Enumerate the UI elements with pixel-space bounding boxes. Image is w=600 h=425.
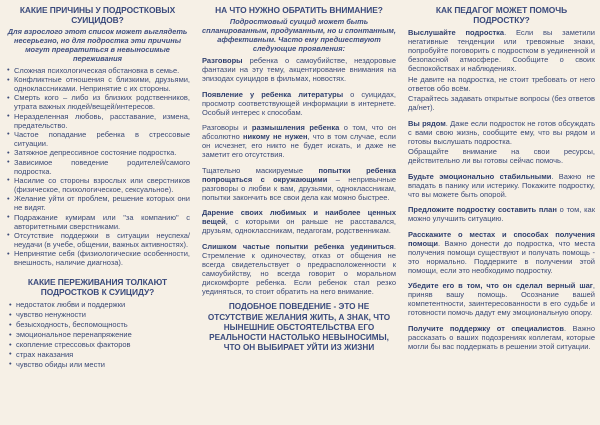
advice-paragraph bbox=[408, 281, 595, 317]
list-item: • чувство обиды или мести bbox=[5, 360, 190, 370]
advice-rest: , приняв вашу помощь. Осознание вашей компетентности, заинтересованности в его судьбе и готовности помочь дадут ему эмоциональную опору. bbox=[408, 281, 595, 318]
advice-lead: Выслушайте подростка bbox=[408, 28, 505, 38]
list-item: • Конфликтные отношения с близкими, друзьями, одноклассниками. Непринятие с их стороны. bbox=[5, 76, 190, 94]
column-causes bbox=[0, 3, 196, 425]
list-item: • Насилие со стороны взрослых или сверстников (физическое, психологическое, сексуальное). bbox=[5, 177, 190, 195]
list-item: • Смерть кого – либо из близких родственников, утрата важных людей/вещей/интересов. bbox=[5, 94, 190, 112]
advice-plain: Обращайте внимание на свои ресурсы, действительно ли вы готовы сейчас помочь. bbox=[408, 147, 595, 166]
list-item: • страх наказания bbox=[5, 350, 190, 360]
list-item: • Непринятие себя (физиологические особенности, внешность, наличие диагноза). bbox=[5, 250, 190, 268]
list-item: • Неразделенная любовь, расставание, измена, предательство. bbox=[5, 113, 190, 131]
sign-paragraph bbox=[202, 56, 396, 83]
column2-intro: Подростковый суицид может быть спланированным, продуманным, но и спонтанным, аффективным. Часто ему предшествуют следующие проявления: bbox=[202, 17, 396, 53]
column3-title: КАК ПЕДАГОГ МОЖЕТ ПОМОЧЬ ПОДРОСТКУ? bbox=[435, 5, 568, 26]
list-item: • Зависимое поведение родителей/самого подростка. bbox=[5, 159, 190, 177]
advice-paragraph bbox=[408, 205, 595, 223]
callout-message: ПОДОБНОЕ ПОВЕДЕНИЕ - ЭТО НЕ ОТСУТСТВИЕ ЖЕЛАНИЯ ЖИТЬ, А ЗНАК, ЧТО НЫНЕШНИЕ ОБСТОЯТЕЛЬСТВА ЕГО РЕАЛЬНОСТИ НАСТОЛЬКО НЕВЫНОСИМЫ, ЧТО ОН ВЫБИРАЕТ УЙТИ ИЗ ЖИЗНИ bbox=[207, 302, 391, 353]
sign-paragraph bbox=[202, 90, 396, 117]
list-item: • Желание уйти от проблем, решение которых они не видят. bbox=[5, 195, 190, 213]
sign-lead: Разговоры bbox=[202, 56, 243, 66]
advice-paragraph bbox=[408, 28, 595, 73]
list-item: • Сложная психологическая обстановка в семье. bbox=[5, 67, 190, 76]
column-teacher-help bbox=[402, 3, 600, 425]
advice-rest: . Важно не впадать в панику или истерику. Покажите подростку, что вы можете быть опорой. bbox=[408, 171, 595, 199]
advice-lead: Расскажите о местах и способах получения помощи bbox=[408, 229, 595, 248]
sign-paragraph bbox=[202, 208, 396, 235]
advice-lead: Получите поддержку от специалистов bbox=[408, 323, 564, 333]
sign-lead: попытки ребенка попрощаться с окружающими bbox=[202, 165, 396, 184]
sign-pre: Тщательно маскируемые bbox=[202, 165, 319, 175]
sign-rest: , что в том случае, если он исчезнет, его никто не будет искать, и даже не заметит его отсутствия. bbox=[202, 132, 396, 160]
list-item: • чувство ненужности bbox=[5, 310, 190, 320]
causes-list bbox=[5, 67, 190, 268]
sign-paragraph bbox=[202, 166, 396, 202]
column1-title: КАКИЕ ПРИЧИНЫ У ПОДРОСТКОВЫХ СУИЦИДОВ? bbox=[19, 5, 176, 26]
advice-paragraph bbox=[408, 94, 595, 112]
sign-paragraph bbox=[202, 242, 396, 296]
advice-paragraph bbox=[408, 230, 595, 275]
list-item: • Затяжное депрессивное состояние подростка. bbox=[5, 149, 190, 158]
list-item: • скопление стрессовых факторов bbox=[5, 340, 190, 350]
sign-lead-alt: никому не нужен bbox=[242, 132, 308, 142]
sign-rest: ребенка о самоубийстве, нездоровые фантазии на эту тему, акцентирование внимания на эпизодах суицидов в фильмах, новостях. bbox=[202, 56, 396, 84]
advice-paragraph bbox=[408, 324, 595, 351]
sign-lead: Слишком частые попытки ребенка уединиться bbox=[202, 241, 394, 251]
advice-paragraph bbox=[408, 75, 595, 93]
list-item: • Частое попадание ребенка в стрессовые ситуации. bbox=[5, 131, 190, 149]
advice-paragraph bbox=[408, 172, 595, 199]
list-item: • недостаток любви и поддержки bbox=[5, 300, 190, 310]
advice-rest: . Если вы заметили негативные тенденции или тревожные знаки, попробуйте поговорить с подростком в уединенной и безопасной атмосфере. Сообщите о своих беспокойствах и наблюдениях. bbox=[408, 28, 595, 74]
list-item: • Подражание кумирам или "за компанию" с авторитетными сверстниками. bbox=[5, 214, 190, 232]
advice-paragraph bbox=[408, 147, 595, 165]
sign-pre: Разговоры и bbox=[202, 123, 252, 133]
advice-rest: о том, как можно улучшить ситуацию. bbox=[408, 205, 595, 224]
advice-paragraph bbox=[408, 119, 595, 146]
sign-lead: Дарение своих любимых и наиболее ценных вещей bbox=[202, 208, 396, 227]
sign-rest: о суицидах, просмотр соответствующей информации в интернете. Особый интерес к способам. bbox=[202, 89, 396, 117]
column1-intro: Для взрослого этот список может выглядеть несерьезно, но для подростка эти причины могут превратиться в невыносимые переживания bbox=[7, 27, 188, 63]
advice-lead: Предложите подростку составить план bbox=[408, 205, 557, 215]
sign-rest: . Стремление к одиночеству, отказ от общения не всегда свидетельствует о предрасположенности к самоубийству, но всегда говорит о моральном дискомфорте ребенка. Если ребенок стал резко уединяться, то стоит обратить на него внимание. bbox=[202, 241, 396, 296]
advice-plain: Старайтесь задавать открытые вопросы (без ответов да/нет). bbox=[408, 94, 595, 113]
feelings-title: КАКИЕ ПЕРЕЖИВАНИЯ ТОЛКАЮТ ПОДРОСТКОВ К СУИЦИДУ? bbox=[27, 277, 168, 298]
sign-mid: о том, что он абсолютно bbox=[202, 123, 396, 142]
sign-paragraph bbox=[202, 123, 396, 159]
sign-rest: , с которыми он раньше не расставался, друзьям, одноклассникам, педагогам, родственникам. bbox=[202, 217, 396, 236]
sign-lead: Появление у ребенка литературы bbox=[202, 89, 344, 99]
column2-title: НА ЧТО НУЖНО ОБРАТИТЬ ВНИМАНИЕ? bbox=[215, 5, 383, 15]
advice-lead: Убедите его в том, что он сделал верный шаг bbox=[408, 281, 593, 291]
list-item: • эмоциональное перенапряжение bbox=[5, 330, 190, 340]
list-item: • Отсутствие поддержки в ситуации неуспеха/неудачи (в учебе, общении, важных активностях). bbox=[5, 232, 190, 250]
advice-plain: Не давите на подростка, не стоит требовать от него ответов обо всём. bbox=[408, 74, 595, 93]
advice-lead: Вы рядом bbox=[408, 118, 446, 128]
sign-rest: – непривычные разговоры о любви к вам, друзьями, одноклассникам, попытки закончить все свои дела как можно быстрее. bbox=[202, 174, 397, 202]
advice-lead: Будьте эмоционально стабильными bbox=[408, 171, 552, 181]
advice-rest: . Даже если подросток не готов обсуждать с вами свою жизнь, сообщите ему, что вы рядом и готовы выслушать подростка. bbox=[408, 118, 595, 146]
advice-rest: . Важно донести до подростка, что места получения помощи существуют и получать помощь - это нормально. Поддержите в получении этой помощи, если это необходимо подростку. bbox=[408, 238, 595, 275]
feelings-list bbox=[5, 300, 190, 369]
advice-rest: . Важно рассказать о ваших подозрениях коллегам, которые могли бы вас поддержать в решении этой ситуации. bbox=[408, 323, 595, 351]
column-warning-signs bbox=[196, 3, 402, 425]
list-item: • безысходность, беспомощность bbox=[5, 320, 190, 330]
sign-lead: размышления ребенка bbox=[251, 123, 340, 133]
